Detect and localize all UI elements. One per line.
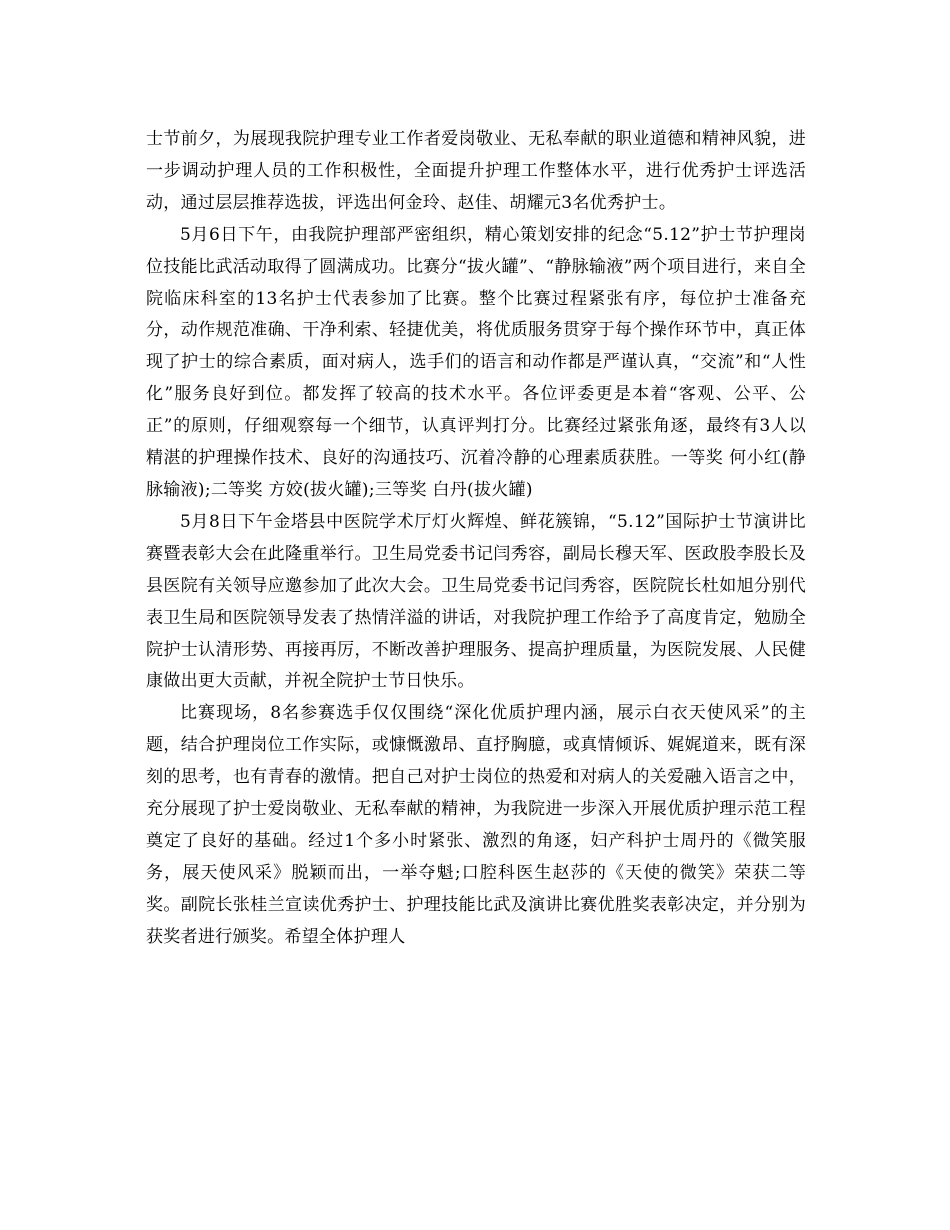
document-body [146,124,806,954]
paragraph-1: 士节前夕，为展现我院护理专业工作者爱岗敬业、无私奉献的职业道德和精神风貌，进一步调动护理人员的工作积极性，全面提升护理工作整体水平，进行优秀护士评选活动，通过层层推荐选拔，评选出何金玲、赵佳、胡耀元3名优秀护士。 [146,129,806,213]
paragraph-4: 比赛现场，8名参赛选手仅仅围绕“深化优质护理内涵，展示白衣天使风采”的主题，结合护理岗位工作实际，或慷慨激昂、直抒胸臆，或真情倾诉、娓娓道来，既有深刻的思考，也有青春的激情。把自己对护士岗位的热爱和对病人的关爱融入语言之中，充分展现了护士爱岗敬业、无私奉献的精神，为我院进一步深入开展优质护理示范工程奠定了良好的基础。经过1个多小时紧张、激烈的角逐，妇产科护士周丹的《微笑服务，展天使风采》脱颖而出，一举夺魁;口腔科医生赵莎的《天使的微笑》荣获二等奖。副院长张桂兰宣读优秀护士、护理技能比武及演讲比赛优胜奖表彰决定，并分别为获奖者进行颁奖。希望全体护理人 [146,703,806,947]
paragraph-3: 5月8日下午金塔县中医院学术厅灯火辉煌、鲜花簇锦，“5.12”国际护士节演讲比赛暨表彰大会在此隆重举行。卫生局党委书记闫秀容，副局长穆天军、医政股李股长及县医院有关领导应邀参加了此次大会。卫生局党委书记闫秀容，医院院长杜如旭分别代表卫生局和医院领导发表了热情洋溢的讲话，对我院护理工作给予了高度肯定，勉励全院护士认清形势、再接再厉，不断改善护理服务、提高护理质量，为医院发展、人民健康做出更大贡献，并祝全院护士节日快乐。 [146,511,806,692]
paragraph-2: 5月6日下午，由我院护理部严密组织，精心策划安排的纪念“5.12”护士节护理岗位技能比武活动取得了圆满成功。比赛分“拔火罐”、“静脉输液”两个项目进行，来自全院临床科室的13名护士代表参加了比赛。整个比赛过程紧张有序，每位护士准备充分，动作规范准确、干净利索、轻捷优美，将优质服务贯穿于每个操作环节中，真正体现了护士的综合素质，面对病人，选手们的语言和动作都是严谨认真，“交流”和“人性化”服务良好到位。都发挥了较高的技术水平。各位评委更是本着“客观、公平、公正”的原则，仔细观察每一个细节，认真评判打分。比赛经过紧张角逐，最终有3人以精湛的护理操作技术、良好的沟通技巧、沉着冷静的心理素质获胜。一等奖 何小红(静脉输液);二等奖 方姣(拔火罐);三等奖 白丹(拔火罐) [146,224,806,500]
